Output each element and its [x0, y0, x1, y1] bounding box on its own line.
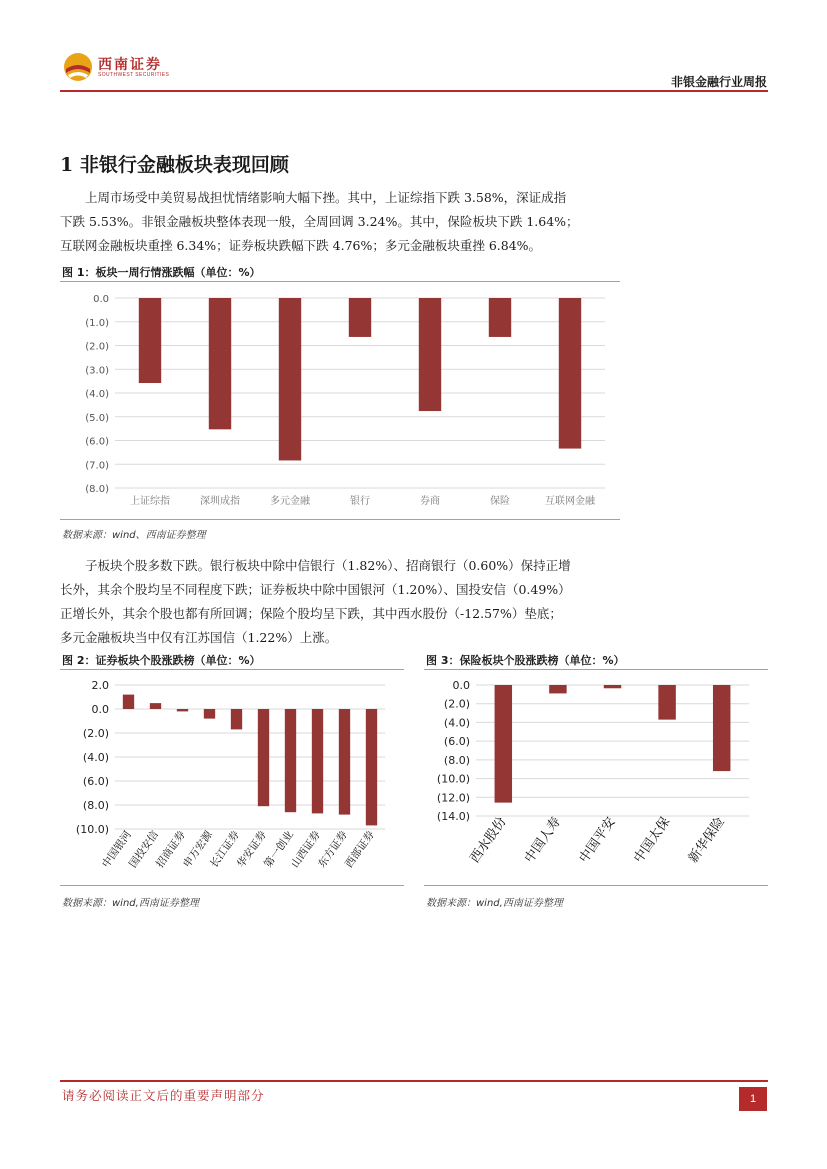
paragraph-line: 上周市场受中美贸易战担忧情绪影响大幅下挫。其中，上证综指下跌 3.58%，深证成指 — [85, 190, 567, 205]
bar-申万宏源 — [204, 709, 215, 719]
bar-国投安信 — [150, 703, 161, 709]
paragraph-line: 下跌 5.53%。非银金融板块整体表现一般，全周回调 3.24%。其中，保险板块下跌 1.64%； — [60, 214, 579, 229]
bar-新华保险 — [713, 685, 730, 771]
paragraph-line: 互联网金融板块重挫 6.34%；证券板块跌幅下跌 4.76%；多元金融板块重挫 6.84%。 — [60, 238, 542, 253]
x-tick-label: 上证综指 — [130, 496, 170, 507]
y-tick-label: (6.0) — [443, 735, 470, 749]
x-tick-label: 长江证券 — [208, 828, 242, 871]
logo-text-zh: 西南证券 — [98, 57, 162, 73]
y-tick-label: (6.0) — [85, 436, 109, 448]
y-tick-label: (8.0) — [443, 753, 470, 767]
bar-招商证券 — [177, 709, 188, 711]
x-tick-label: 华安证券 — [235, 828, 269, 871]
chart-sector-performance — [60, 284, 620, 516]
bar-中国银河 — [123, 695, 134, 709]
paragraph-subsector-review — [60, 554, 620, 650]
y-tick-label: (2.0) — [82, 727, 109, 740]
y-tick-label: (12.0) — [436, 791, 470, 805]
y-tick-label: 0.0 — [452, 679, 470, 692]
bar-多元金融 — [279, 298, 301, 460]
bar-西部证券 — [366, 709, 377, 825]
figure-2-top-rule — [60, 669, 404, 670]
y-tick-label: 0.0 — [93, 294, 109, 305]
x-tick-label: 中国银河 — [100, 828, 134, 871]
y-tick-label: (14.0) — [436, 810, 470, 823]
figure-1-top-rule — [60, 281, 620, 282]
figure-2-bottom-rule — [60, 885, 404, 886]
paragraph-market-review — [60, 186, 620, 258]
x-tick-label: 东方证券 — [316, 828, 350, 871]
y-tick-label: (4.0) — [82, 751, 109, 764]
bar-上证综指 — [139, 298, 161, 383]
bar-山西证券 — [312, 709, 323, 813]
figure-2-title: 图 2：证券板块个股涨跌榜（单位：%） — [62, 654, 261, 667]
x-tick-label: 山西证券 — [289, 828, 323, 871]
page-number: 1 — [739, 1087, 767, 1111]
y-tick-label: (2.0) — [85, 341, 109, 353]
y-tick-label: (4.0) — [443, 716, 470, 730]
bar-东方证券 — [339, 709, 350, 815]
y-tick-label: (1.0) — [85, 317, 109, 329]
y-tick-label: (8.0) — [85, 484, 109, 495]
x-tick-label: 中国人寿 — [522, 814, 565, 866]
x-tick-label: 招商证券 — [154, 828, 188, 871]
footer-disclaimer: 请务必阅读正文后的重要声明部分 — [62, 1088, 265, 1103]
bar-长江证券 — [231, 709, 242, 729]
figure-1-bottom-rule — [60, 519, 620, 520]
y-tick-label: 2.0 — [91, 679, 109, 692]
x-tick-label: 西部证券 — [343, 828, 377, 871]
y-tick-label: (4.0) — [85, 389, 109, 400]
figure-1-title: 图 1：板块一周行情涨跌幅（单位：%） — [62, 266, 261, 279]
x-tick-label: 新华保险 — [685, 814, 728, 866]
chart-securities-stocks — [60, 672, 404, 884]
bar-第一创业 — [285, 709, 296, 812]
y-tick-label: (6.0) — [82, 775, 109, 788]
y-tick-label: (2.0) — [443, 697, 470, 711]
paragraph-line: 正增长外，其余个股也都有所回调；保险个股均呈下跌，其中西水股份（-12.57%）垫底； — [60, 606, 562, 621]
x-tick-label: 券商 — [420, 496, 440, 507]
x-tick-label: 国投安信 — [127, 828, 161, 871]
section-heading: 1 非银行金融板块表现回顾 — [60, 154, 289, 176]
x-tick-label: 第一创业 — [262, 828, 296, 871]
x-tick-label: 申万宏源 — [181, 828, 215, 871]
y-tick-label: (3.0) — [85, 365, 109, 377]
report-title: 非银金融行业周报 — [670, 75, 767, 89]
x-tick-label: 中国平安 — [576, 814, 619, 866]
figure-3-top-rule — [424, 669, 768, 670]
bar-保险 — [489, 298, 511, 337]
bar-中国太保 — [658, 685, 675, 720]
x-tick-label: 西水股份 — [467, 814, 510, 866]
bar-互联网金融 — [559, 298, 581, 449]
bar-银行 — [349, 298, 371, 337]
x-tick-label: 中国太保 — [631, 814, 674, 866]
chart-insurance-stocks — [424, 672, 768, 884]
x-tick-label: 互联网金融 — [545, 496, 595, 507]
paragraph-line: 多元金融板块当中仅有江苏国信（1.22%）上涨。 — [60, 630, 338, 645]
y-tick-label: 0.0 — [91, 703, 109, 716]
paragraph-line: 子板块个股多数下跌。银行板块中除中信银行（1.82%）、招商银行（0.60%）保持正增 — [85, 558, 571, 573]
figure-3-title: 图 3：保险板块个股涨跌榜（单位：%） — [426, 654, 625, 667]
y-tick-label: (7.0) — [85, 460, 109, 472]
footer-divider — [60, 1080, 768, 1082]
x-tick-label: 保险 — [490, 496, 510, 507]
y-tick-label: (5.0) — [85, 412, 109, 424]
y-tick-label: (8.0) — [82, 799, 109, 812]
y-tick-label: (10.0) — [436, 772, 470, 786]
figure-3-source: 数据来源：wind,西南证券整理 — [426, 898, 563, 909]
bar-西水股份 — [495, 685, 512, 803]
bar-券商 — [419, 298, 441, 411]
y-tick-label: (10.0) — [75, 823, 109, 836]
bar-中国人寿 — [549, 685, 566, 693]
figure-1-source: 数据来源：wind、西南证券整理 — [62, 530, 206, 541]
figure-2-source: 数据来源：wind,西南证券整理 — [62, 898, 199, 909]
x-tick-label: 多元金融 — [270, 496, 310, 507]
x-tick-label: 银行 — [350, 496, 370, 507]
bar-深圳成指 — [209, 298, 231, 429]
bar-华安证券 — [258, 709, 269, 806]
figure-3-bottom-rule — [424, 885, 768, 886]
header-divider — [60, 90, 768, 92]
paragraph-line: 长外，其余个股均呈不同程度下跌；证券板块中除中国银河（1.20%）、国投安信（0.49%） — [60, 582, 571, 597]
x-tick-label: 深圳成指 — [200, 496, 240, 507]
logo-text-en: SOUTHWEST SECURITIES — [98, 72, 170, 78]
bar-中国平安 — [604, 685, 621, 688]
